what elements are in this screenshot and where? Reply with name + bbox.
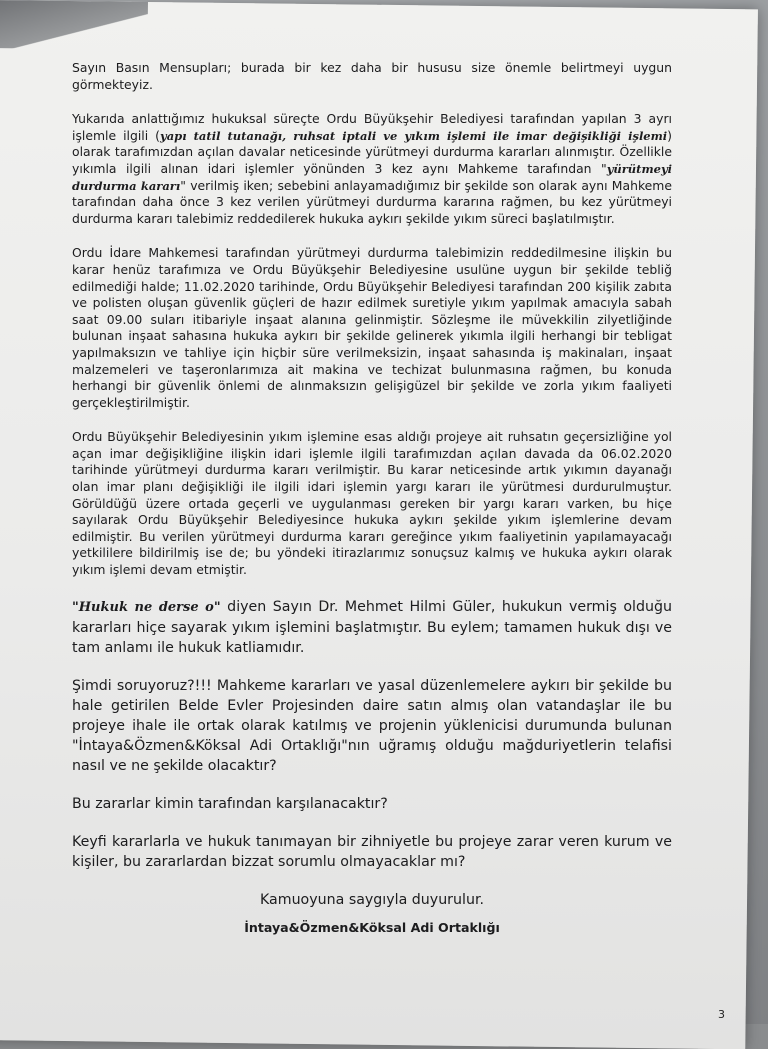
paragraph-press-intro: Sayın Basın Mensupları; burada bir kez daha bir hususu size önemle belirtmeyi uygun görmekteyiz. [72, 60, 672, 92]
signature: İntaya&Özmen&Köksal Adi Ortaklığı [244, 919, 500, 935]
paragraph-quote [72, 597, 672, 658]
paragraph-zoning-decision: Ordu Büyükşehir Belediyesinin yıkım işlemine esas aldığı projeye ait ruhsatın geçersizliğine yol açan imar değişikliğine ilişkin idari işlemle ilgili tarafımızdan açılan davada da 06.02.2020 tarihinde yürütmeyi durdurma kararı verilmiştir. Bu karar neticesinde artık yıkımın dayanağı olan imar planı değişikliği ile ilgili idari işlemin yargı kararı ile yürütmesi durdurulmuştur. Görüldüğü üzere ortada geçerli ve uygulanması gereken bir yargı kararı varken, bu hiçe sayılarak Ordu Büyükşehir Belediyesince hukuka aykırı şekilde yıkım işlemlerine devam edilmiştir. Bu verilen yürütmeyi durdurma kararı gereğince yıkım faaliyetinin yapılamayacağı yetkililere bildirilmiş ise de; bu yöndeki itirazlarımız sonuçsuz kalmış ve hukuka aykırı olarak yıkım işlemi devam etmiştir. [72, 429, 672, 578]
page-number: 3 [718, 1008, 725, 1021]
quote-rest: diyen Sayın Dr. Mehmet Hilmi Güler, hukukun vermiş olduğu kararları hiçe sayarak yıkım işlemini başlatmıştır. Bu eylem; tamamen hukuk dışı ve tam anlamı ile hukuk katliamıdır. [72, 598, 672, 656]
paragraph-who-pays: Bu zararlar kimin tarafından karşılanacaktır? [72, 795, 388, 812]
document-body [72, 60, 672, 954]
page-corner-shadow [0, 0, 148, 50]
p2-italic-actions: yapı tatil tutanağı, ruhsat iptali ve yıkım işlemi ile imar değişikliği işlemi [160, 128, 668, 143]
paragraph-question: Şimdi soruyoruz?!!! Mahkeme kararları ve yasal düzenlemelere aykırı bir şekilde bu hale getirilen Belde Evler Projesinden daire satın almış olan vatandaşlar ile bu projeye ihale ile ortak olarak katılmış ve projenin yüklenicisi durumunda bulunan "İntaya&Özmen&Köksal Adi Ortaklığı"nın uğramış olduğu mağduriyetlerin telafisi nasıl ve ne şekilde olacaktır? [72, 677, 672, 774]
p2-text-e: " verilmiş iken; sebebini anlayamadığımız bir şekilde son olarak aynı Mahkeme tarafından daha önce 3 kez verilen yürütmeyi durdurma kararına rağmen, bu kez yürütmeyi durdurma kararı talebimiz reddedilerek hukuka aykırı şekilde yıkım süreci başlatılmıştır. [72, 177, 672, 226]
p2-text-a: Yukarıda anlattığımız hukuksal süreçte Ordu Büyükşehir Belediyesi tarafından yapılan 3 ayrı işlemle ilgili ( [72, 111, 672, 143]
quote-text: "Hukuk ne derse o" [72, 599, 221, 615]
p2-text-c: ) olarak tarafımızdan açılan davalar neticesinde yürütmeyi durdurma kararları alınmıştır. Özellikle yıkımla ilgili alınan idari işlemler yönünden 3 kez aynı Mahkeme tarafından " [72, 127, 673, 176]
closing-line: Kamuoyuna saygıyla duyurulur. [260, 891, 484, 908]
paragraph-legal-process [72, 111, 672, 227]
paragraph-responsibility: Keyfi kararlarla ve hukuk tanımayan bir zihniyetle bu projeye zarar veren kurum ve kişiler, bu zararlardan bizzat sorumlu olmayacaklar mı? [72, 833, 672, 870]
p2-italic-decision: yürütmeyi durdurma kararı [72, 161, 672, 193]
paragraph-demolition-event: Ordu İdare Mahkemesi tarafından yürütmeyi durdurma talebimizin reddedilmesine ilişkin bu karar henüz tarafımıza ve Ordu Büyükşehir Belediyesine usulüne uygun bir şekilde tebliğ edilmediği halde; 11.02.2020 tarihinde, Ordu Büyükşehir Belediyesi tarafından 200 kişilik zabıta ve polisten oluşan güvenlik güçleri de hazır edilmek suretiyle yıkım yapılmak amacıyla sabah saat 09.00 suları itibariyle inşaat alanına gelinmiştir. Sözleşme ile müvekkilin zilyetliğinde bulunan inşaat sahasına hukuka aykırı bir şekilde gelinerek yıkımla ilgili herhangi bir tebligat yapılmaksızın ve tahliye için hiçbir süre verilmeksizin, inşaat sahasında iş makinaları, inşaat malzemeleri ve taşeronlarımıza ait makina ve techizat bulunmasına rağmen, bu konuda herhangi bir güvenlik önlemi de alınmaksızın gelişigüzel bir şekilde ve zorla yıkım faaliyeti gerçekleştirilmiştir. [72, 245, 672, 410]
